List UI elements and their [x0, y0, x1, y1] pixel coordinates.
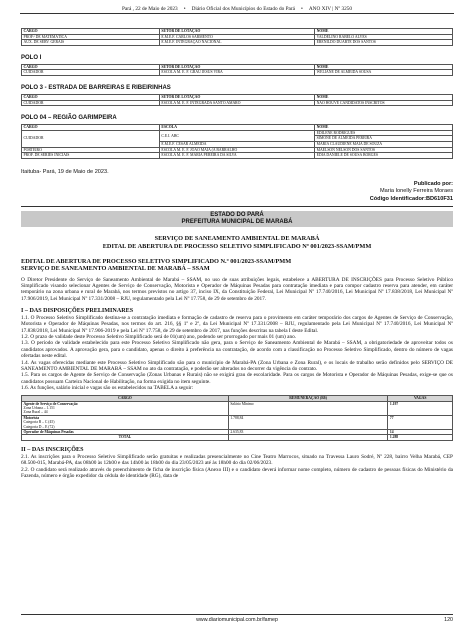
polo-4-title: POLO 04 – REGIÃO GARIMPEIRA	[21, 115, 117, 122]
cell: AUX. DE SERV. GERAIS	[22, 40, 160, 46]
edital-title-line: EDITAL DE ABERTURA DE PROCESSO SELETIVO SIMPLIFICADO N.º 001/2023-SSAM/PMM	[21, 257, 292, 265]
page-footer	[21, 614, 453, 623]
polo-3-table	[21, 94, 453, 106]
table-row	[22, 435, 453, 440]
col-header: NOME	[315, 64, 453, 70]
col-header: NOME	[315, 125, 453, 131]
vagas-table	[21, 395, 453, 441]
table-row	[22, 100, 453, 106]
banner-prefecture: PREFEITURA MUNICIPAL DE MARABÁ	[181, 218, 293, 225]
cell: PROF.ª DE MATEMÁTICA	[22, 34, 160, 40]
header-bullet: •	[183, 5, 186, 12]
intro-paragraph: O Diretor Presidente do Serviço de Saneamento Ambiental de Marabá – SSAM, no uso de suas atribuições legais, estabelece a ABERTURA DE INSCRIÇÕES para Processo Seletivo Público Simplificado visando selecionar Agentes de Serviço de Conservação, Motorista e Operador de Máquinas Pesadas para contratação imediata e para compor cadastro reserva para atender, em caráter temporário na zona urbana e rural de Marabá, nos termos previstos no artigo 37, inciso IX, da Constituição Federal, Lei Municipal Nº 17.740/2016, Lei Municipal Nº 17.838/2018, Lei Municipal Nº 17.906/2019, Lei Municipal Nº 17.331/2008 – RJU, regulamentado pela Lei Nº 17.758, de 29 de setembro de 2017.	[21, 276, 453, 302]
cell: CUIDADOR	[22, 70, 160, 76]
cell-rem: 2.635,83	[228, 430, 387, 435]
header-edition: ANO XIV | Nº 3250	[308, 5, 353, 12]
divider	[21, 206, 453, 207]
cell: NÃO HOUVE CANDIDATOS INSCRITOS	[315, 100, 453, 106]
header-place-date: Pará , 22 de Maio de 2023	[121, 5, 178, 12]
cell-vagas: 14	[388, 430, 453, 435]
col-header: REMUNERAÇÃO (R$)	[228, 396, 387, 401]
cell-cargo: Operador de Máquinas Pesadas	[22, 430, 229, 435]
cell-cargo	[22, 401, 229, 415]
cell: EDIA DANIELE DE SOUSA BORGES	[315, 153, 453, 159]
city-date: Itaituba- Pará, 19 de Maio de 2023.	[21, 168, 109, 175]
cell: VALDELINO RABELO ALVES	[315, 34, 453, 40]
edital-title	[21, 258, 453, 273]
polo-1-title: POLO I	[21, 54, 42, 61]
cell: E.M.E.F. CÉSAR ALMEIDA	[159, 141, 314, 147]
cell-vagas: 1.288	[388, 435, 453, 440]
cell-rem: 1.788,84	[228, 415, 387, 429]
publisher-code: Código Identificador:BD610F31	[369, 195, 453, 202]
col-header: NOME	[315, 29, 453, 35]
paragraph: 1.1. O Processo Seletivo Simplificado destina-se a contratação imediata e formação de cadastro de reserva para o provimento em caráter temporário dos cargos de Agentes de Serviço de Conservação, Motorista e Operador de Máquinas Pesadas, nos termos do art. 216, §§ 1º e 2º, da Lei Municipal Nº 17.331/2008 – RJU, regulamentado pela Lei Municipal Nº 17.740/2016, Lei Municipal Nº 17.838/2018, Lei Municipal Nº 17.906-2019 e pela Lei Nº 17.758, de 29 de setembro de 2017, nas funções descritas na tabela I deste Edital.	[21, 315, 453, 334]
paragraph: 1.3. O período de validade estabelecido para este Processo Seletivo Simplificado não gera, para o Serviço de Saneamento Ambiental de Marabá – SSAM, a obrigatoriedade de aproveitar todos os candidatos aprovados. A aprovação gera, para o candidato, apenas o direito à preferência na contratação, de acordo com a classificação no Processo Seletivo Simplificado, dentro do número de vagas ofertadas neste edital.	[21, 340, 453, 360]
page-number: 120	[444, 617, 453, 623]
col-header: CARGO	[22, 94, 160, 100]
paragraph: 2.1. As inscrições para o Processo Seletivo Simplificado serão gratuitas e realizadas presencialmente no Cine Teatro Marrocos, situado na Travessa Lauro Sodré, Nº 228, bairro Velha Marabá, CEP 68.500-015, Marabá-PA, das 08h00 às 12h00 e das 14h00 às 18h00 do dia 23/05/2023 até às 18h00 do dia 02/06/2023.	[21, 453, 453, 467]
publisher-name: Maria Ionelly Ferreira Moraes	[379, 188, 453, 195]
table-row	[22, 415, 453, 429]
table-row	[22, 70, 453, 76]
section-2-title: II – DAS INSCRIÇÕES	[21, 446, 84, 453]
paragraph: 1.2. O prazo de validade deste Processo Seletivo Simplificado será de 01(um) ano, podendo ser prorrogado por mais 01 (um) ano.	[21, 334, 297, 341]
col-header: SETOR DE LOTAÇÃO	[159, 29, 314, 35]
cell: C.E.I. ABC	[159, 130, 314, 141]
publisher-block	[21, 181, 453, 203]
polo-3-title: POLO 3 - ESTRADA DE BARREIRAS E RIBEIRINHAS	[21, 84, 171, 91]
cell: PORTEIRO	[22, 147, 160, 153]
paragraph: 2.2. O candidato será realizado através do preenchimento de ficha de inscrição física (Anexo III) e o candidato deverá informar nome completo, número de cadastro de pessoas físicas do Ministério da Fazenda, número e órgão expedidor da cédula de identidade (RG), data de	[21, 466, 453, 479]
cell: E.M.E.F. INTEGRAÇÃO NACIONAL	[159, 40, 314, 46]
cell: MARIA CLAUDIENE MAIA DE SOUZA	[315, 141, 453, 147]
col-header: ESCOLA	[159, 125, 314, 131]
col-header: NOME	[315, 94, 453, 100]
col-header: SETOR DE LOTAÇÃO	[159, 94, 314, 100]
col-header: SETOR DE LOTAÇÃO	[159, 64, 314, 70]
journal-header	[20, 0, 454, 14]
cargo-detail: Zona Urbana – 1.151	[23, 406, 55, 411]
footer-url[interactable]: www.diariomunicipal.com.br/famep	[196, 617, 278, 623]
paragraph: 1.5. Para os cargos de Agente de Serviço de Conservação (Zonas Urbanas e Rurais) não se exigirá grau de escolaridade. Para os cargos de Motorista e Operador de Máquinas Pesadas, exige-se que os candidatos possuam Carteira Nacional de Habilitação, na forma exigida no item seguinte.	[21, 372, 453, 385]
cell-cargo: TOTAL	[22, 435, 229, 440]
table-row	[22, 401, 453, 415]
cell: EDILENE RODRIGUES	[315, 130, 453, 136]
cell-vagas: 77	[388, 415, 453, 429]
table-row	[22, 153, 453, 159]
doc-title-line: SERVIÇO DE SANEAMENTO AMBIENTAL DE MARABÁ	[154, 234, 320, 242]
paragraph: 1.4. As vagas oferecidas mediante este Processo Seletivo Simplificado são para o município de Marabá-PA (Zona Urbana e Zona Rural), e os locais de trabalho serão definidos pelo SERVIÇO DE SANEAMENTO AMBIENTAL DE MARABÁ – SSAM no ato da contratação, e poderão ser alterados no decorrer da vigência do contrato.	[21, 359, 453, 372]
polo-1-table	[21, 64, 453, 76]
cargo-name: Motorista	[23, 415, 40, 420]
cargo-detail: Categoria B – C (45)	[23, 420, 55, 425]
cell: CUIDADOR	[22, 130, 160, 147]
cell-rem: Salário Mínimo	[228, 401, 387, 415]
col-header: VAGAS	[388, 396, 453, 401]
cargo-detail: Categoria D – E (72)	[23, 424, 55, 429]
cell: ESCOLA M. E. F. GRAU JESUS VIRA	[159, 70, 314, 76]
cell: SIMONE DE ALMEIDA PEREIRA	[315, 136, 453, 142]
banner-state: ESTADO DO PARÁ	[210, 211, 264, 218]
table-row	[22, 40, 453, 46]
cell: E.M.E.F. CARLOS SARMENTO	[159, 34, 314, 40]
section-1-title: I – DAS DISPOSIÇÕES PRELIMINARES	[21, 308, 134, 315]
cell: PROF. DE SÉRIES INICIAIS	[22, 153, 160, 159]
cell-rem	[228, 435, 387, 440]
publisher-label: Publicado por:	[413, 180, 453, 187]
doc-title	[21, 235, 453, 251]
header-bullet: •	[300, 5, 303, 12]
cell: ESCOLA M. E. F. INTEGRADA SANTO AMARO	[159, 100, 314, 106]
cell-cargo	[22, 415, 229, 429]
cell: ESCOLA M. E. F. JOÃO MAIA (A BARRALHO	[159, 147, 314, 153]
cell: WELIANE DE ALMEIDA SOUSA	[315, 70, 453, 76]
cargo-name: Agente de Serviço de Conservação	[23, 401, 78, 406]
cell: MAELSON NÉLSON DOS SANTOS	[315, 147, 453, 153]
col-header: CARGO	[22, 125, 160, 131]
cell: ERENILDO DUARTE DOS SANTOS	[315, 40, 453, 46]
paragraph: 1.6. As funções, salário inicial e vagas são os estabelecidos na TABELA a seguir:	[21, 384, 194, 391]
polo-4-table	[21, 124, 453, 159]
cell: CUIDADOR	[22, 100, 160, 106]
cell: ESCOLA M. E. F. MARIA PEREIRA DA SILVA	[159, 153, 314, 159]
edital-title-line: SERVIÇO DE SANEAMENTO AMBIENTAL DE MARABÁ – SSAM	[21, 265, 210, 273]
cargo-detail: Zona Rural – 44	[23, 410, 48, 415]
header-journal: Diário Oficial dos Municípios do Estado do Pará	[191, 5, 295, 12]
doc-title-line: EDITAL DE ABERTURA DE PROCESSO SELETIVO SIMPLIFICADO Nº 001/2023-SSAM/PMM	[102, 242, 372, 250]
cell-vagas: 1.197	[388, 401, 453, 415]
municipality-banner	[21, 211, 453, 227]
top-table	[21, 28, 453, 46]
col-header: CARGO	[22, 396, 229, 401]
col-header: CARGO	[22, 29, 160, 35]
col-header: CARGO	[22, 64, 160, 70]
